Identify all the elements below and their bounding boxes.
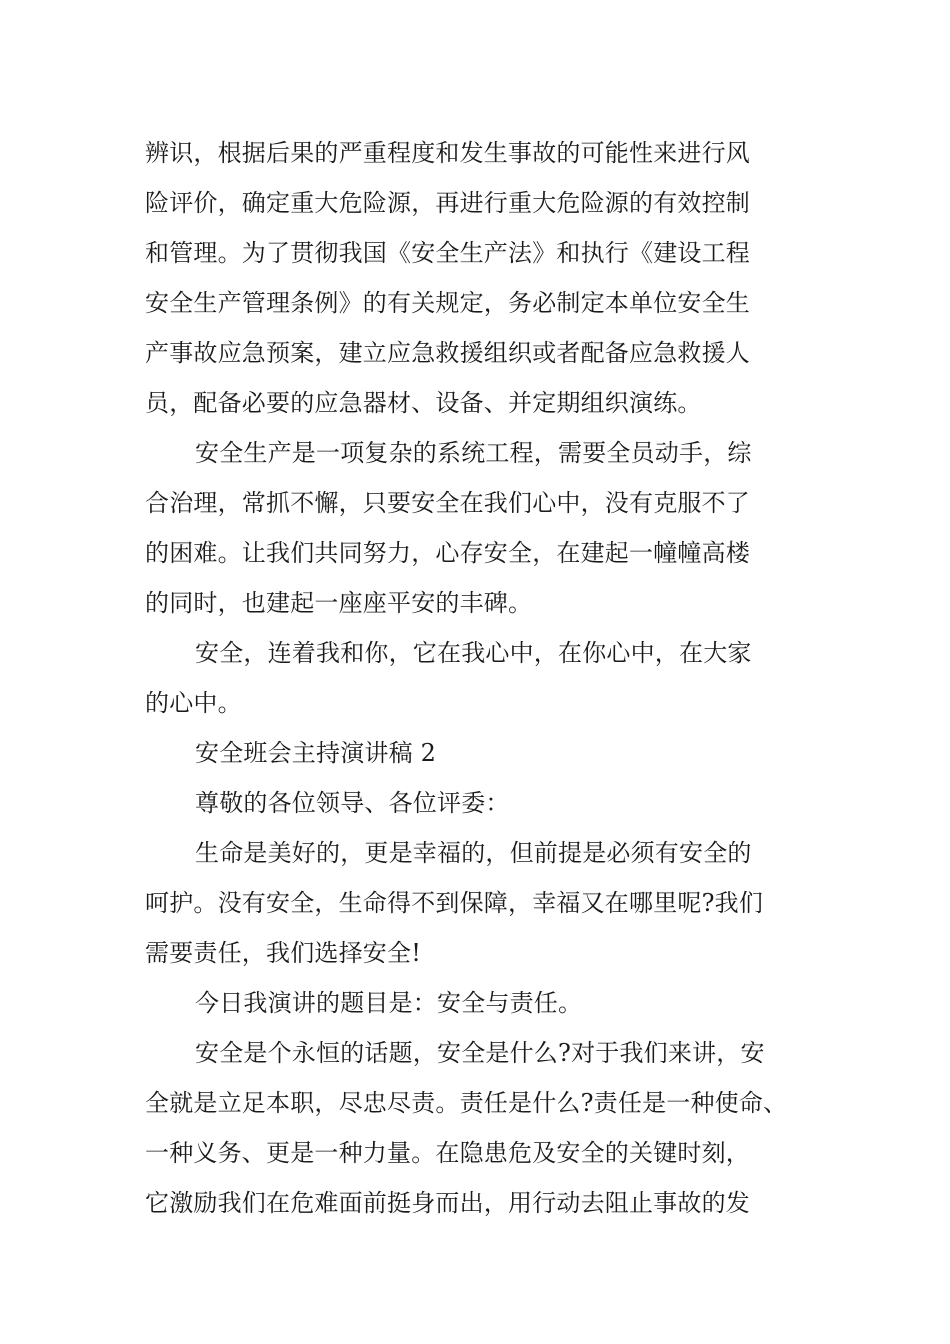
text-line: 全就是立足本职，尽忠尽责。责任是什么?责任是一种使命、 [145, 1089, 788, 1117]
text-line: 合治理，常抓不懈，只要安全在我们心中，没有克服不了 [145, 489, 750, 517]
text-line: 安全是个永恒的话题，安全是什么?对于我们来讲，安 [195, 1039, 765, 1067]
text-line: 的心中。 [145, 689, 242, 717]
text-line: 一种义务、更是一种力量。在隐患危及安全的关键时刻， [145, 1139, 750, 1167]
text-line: 员，配备必要的应急器材、设备、并定期组织演练。 [145, 389, 702, 417]
text-line: 产事故应急预案，建立应急救援组织或者配备应急救援人 [145, 339, 750, 367]
text-line: 的同时，也建起一座座平安的丰碑。 [145, 589, 533, 617]
text-line: 生命是美好的，更是幸福的，但前提是必须有安全的 [195, 839, 752, 867]
text-line: 的困难。让我们共同努力，心存安全，在建起一幢幢高楼 [145, 539, 750, 567]
text-line: 安全生产是一项复杂的系统工程，需要全员动手，综 [195, 439, 752, 467]
text-line: 安全，连着我和你，它在我心中，在你心中，在大家 [195, 639, 752, 667]
text-line: 今日我演讲的题目是：安全与责任。 [195, 989, 583, 1017]
text-line: 需要责任，我们选择安全! [145, 939, 422, 967]
text-line: 险评价，确定重大危险源，再进行重大危险源的有效控制 [145, 189, 750, 217]
text-line: 它激励我们在危难面前挺身而出，用行动去阻止事故的发 [145, 1189, 750, 1217]
text-line: 和管理。为了贯彻我国《安全生产法》和执行《建设工程 [145, 239, 750, 267]
text-line: 安全生产管理条例》的有关规定，务必制定本单位安全生 [145, 289, 750, 317]
text-line: 呵护。没有安全，生命得不到保障，幸福又在哪里呢?我们 [145, 889, 764, 917]
salutation: 尊敬的各位领导、各位评委： [195, 789, 510, 817]
text-line: 辨识，根据后果的严重程度和发生事故的可能性来进行风 [145, 139, 750, 167]
section-heading: 安全班会主持演讲稿 2 [195, 739, 437, 767]
